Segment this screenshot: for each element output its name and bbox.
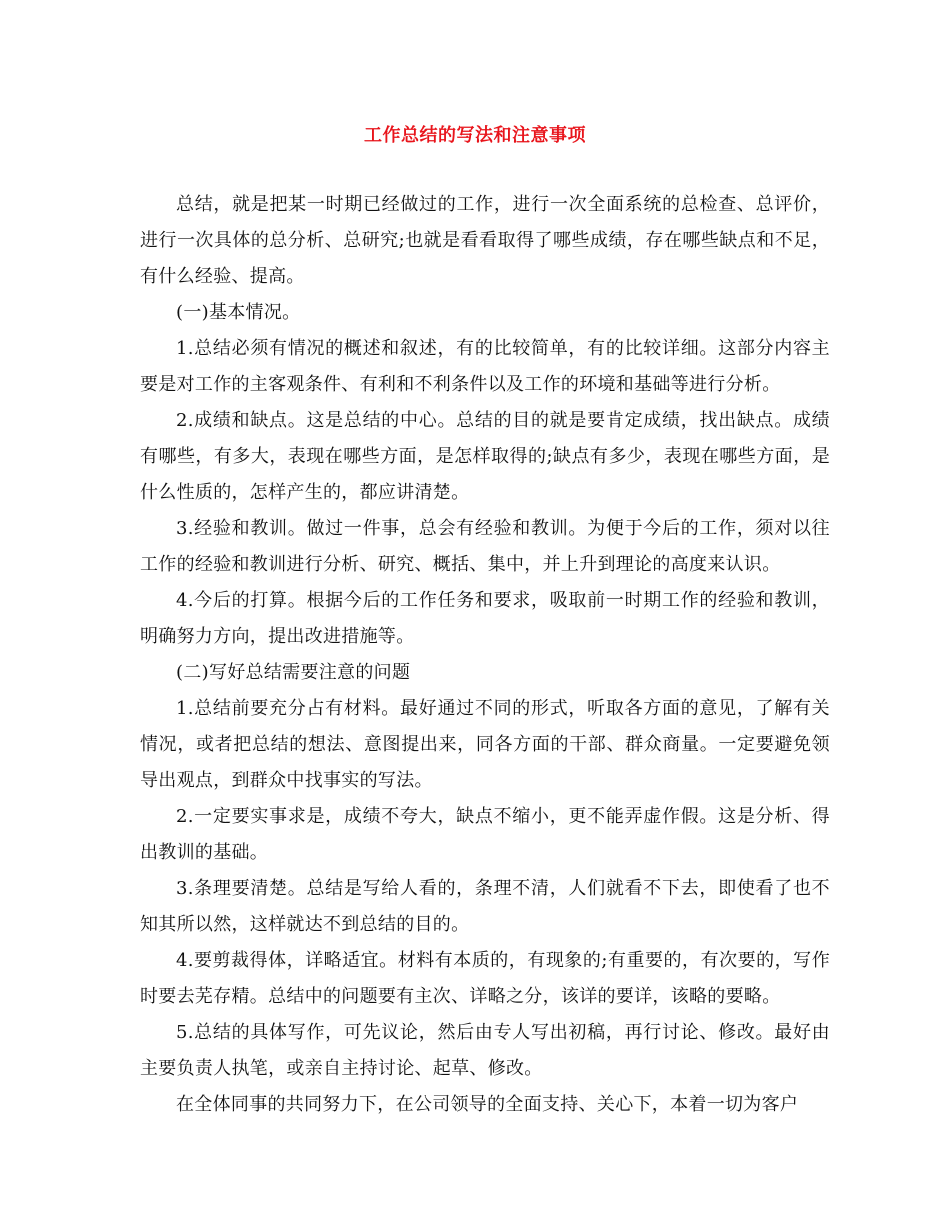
paragraph-notes-4: 4.要剪裁得体，详略适宜。材料有本质的，有现象的;有重要的，有次要的，写作时要去芜存精。总结中的问题要有主次、详略之分，该详的要详，该略的要略。 (140, 950, 830, 1007)
section-heading-basic-situation: (一)基本情况。 (176, 302, 301, 323)
paragraph-basic-1: 1.总结必须有情况的概述和叙述，有的比较简单，有的比较详细。这部分内容主要是对工作的主客观条件、有利和不利条件以及工作的环境和基础等进行分析。 (140, 338, 830, 395)
paragraph-notes-3: 3.条理要清楚。总结是写给人看的，条理不清，人们就看不下去，即使看了也不知其所以然，这样就达不到总结的目的。 (140, 878, 830, 935)
paragraph-notes-2: 2.一定要实事求是，成绩不夸大，缺点不缩小，更不能弄虚作假。这是分析、得出教训的基础。 (140, 806, 830, 863)
document-body (140, 187, 830, 1123)
paragraph-notes-5: 5.总结的具体写作，可先议论，然后由专人写出初稿，再行讨论、修改。最好由主要负责人执笔，或亲自主持讨论、起草、修改。 (140, 1022, 830, 1079)
paragraph-notes-1: 1.总结前要充分占有材料。最好通过不同的形式，听取各方面的意见，了解有关情况，或者把总结的想法、意图提出来，同各方面的干部、群众商量。一定要避免领导出观点，到群众中找事实的写法。 (140, 698, 830, 791)
paragraph-basic-4: 4.今后的打算。根据今后的工作任务和要求，吸取前一时期工作的经验和教训，明确努力方向，提出改进措施等。 (140, 590, 830, 647)
paragraph-basic-3: 3.经验和教训。做过一件事，总会有经验和教训。为便于今后的工作，须对以往工作的经验和教训进行分析、研究、概括、集中，并上升到理论的高度来认识。 (140, 518, 830, 575)
paragraph-basic-2: 2.成绩和缺点。这是总结的中心。总结的目的就是要肯定成绩，找出缺点。成绩有哪些，有多大，表现在哪些方面，是怎样取得的;缺点有多少，表现在哪些方面，是什么性质的，怎样产生的，都应讲清楚。 (140, 410, 830, 503)
paragraph-intro: 总结，就是把某一时期已经做过的工作，进行一次全面系统的总检查、总评价，进行一次具体的总分析、总研究;也就是看看取得了哪些成绩，存在哪些缺点和不足，有什么经验、提高。 (140, 194, 830, 287)
paragraph-closing: 在全体同事的共同努力下，在公司领导的全面支持、关心下，本着一切为客户 (176, 1094, 799, 1115)
section-heading-notes: (二)写好总结需要注意的问题 (176, 662, 411, 683)
document-title: 工作总结的写法和注意事项 (364, 125, 586, 146)
